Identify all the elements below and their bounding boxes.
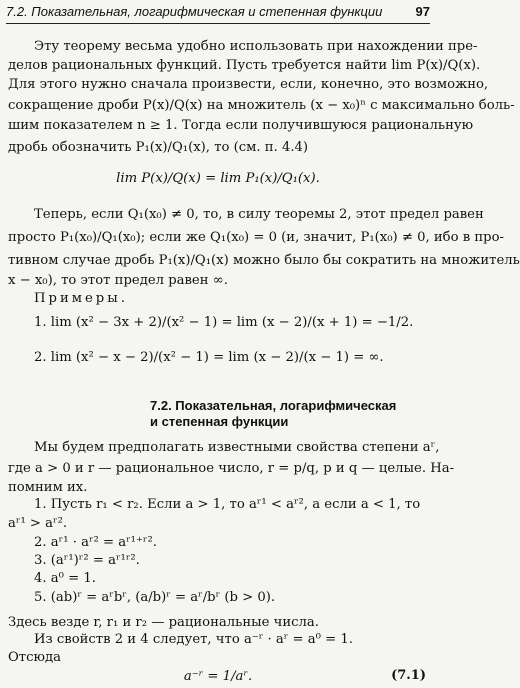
text-line: Теперь, если Q₁(x₀) ≠ 0, то, в силу теоремы 2, этот предел равен xyxy=(34,207,484,222)
header-rule xyxy=(6,23,430,24)
text-line: сокращение дроби P(x)/Q(x) на множитель (x − x₀)ⁿ с максимально боль- xyxy=(8,98,515,113)
property-2: 2. aʳ¹ · aʳ² = aʳ¹⁺ʳ². xyxy=(34,535,157,550)
text-line: x − x₀), то этот предел равен ∞. xyxy=(8,273,228,288)
equation-number: (7.1) xyxy=(391,668,426,683)
text-line: шим показателем n ≥ 1. Тогда если получившуюся рациональную xyxy=(8,118,474,133)
text-line: помним их. xyxy=(8,480,88,495)
property-3: 3. (aʳ¹)ʳ² = aʳ¹ʳ². xyxy=(34,553,140,568)
example-1: 1. lim (x² − 3x + 2)/(x² − 1) = lim (x − 2)/(x + 1) = −1/2. xyxy=(34,315,414,330)
display-formula: a⁻ʳ = 1/aʳ. xyxy=(183,669,253,684)
page-header xyxy=(6,2,430,22)
example-2: 2. lim (x² − x − 2)/(x² − 1) = lim (x − 2)/(x − 1) = ∞. xyxy=(34,350,384,365)
text-line: тивном случае дробь P₁(x)/Q₁(x) можно было бы сократить на множитель xyxy=(8,253,520,268)
text-line: дробь обозначить P₁(x)/Q₁(x), то (см. п. 4.4) xyxy=(8,140,309,155)
section-title: и степенная функции xyxy=(150,414,289,429)
text-line: делов рациональных функций. Пусть требуется найти lim P(x)/Q(x). xyxy=(8,58,481,73)
text-line: Для этого нужно сначала произвести, если, конечно, это возможно, xyxy=(8,77,489,92)
text-line: Из свойств 2 и 4 следует, что a⁻ʳ · aʳ = a⁰ = 1. xyxy=(34,632,353,647)
text-line: Мы будем предполагать известными свойства степени aʳ, xyxy=(34,440,440,455)
text-line: просто P₁(x₀)/Q₁(x₀); если же Q₁(x₀) = 0 (и, значит, P₁(x₀) ≠ 0, ибо в про- xyxy=(8,230,504,245)
text-line: Эту теорему весьма удобно использовать при нахождении пре- xyxy=(34,39,478,54)
text-line: Здесь везде r, r₁ и r₂ — рациональные числа. xyxy=(8,615,319,630)
section-title: 7.2. Показательная, логарифмическая xyxy=(150,398,397,413)
display-formula: lim P(x)/Q(x) = lim P₁(x)/Q₁(x). xyxy=(116,171,320,186)
text-line: Отсюда xyxy=(8,650,61,665)
examples-heading: Примеры. xyxy=(34,291,128,306)
property-4: 4. a⁰ = 1. xyxy=(34,571,96,586)
property-1-cont: aʳ¹ > aʳ². xyxy=(8,516,68,531)
property-1: 1. Пусть r₁ < r₂. Если a > 1, то aʳ¹ < aʳ², а если a < 1, то xyxy=(34,497,421,512)
property-5: 5. (ab)ʳ = aʳbʳ, (a/b)ʳ = aʳ/bʳ (b > 0). xyxy=(34,590,276,605)
page-number: 97 xyxy=(415,4,430,19)
running-title: 7.2. Показательная, логарифмическая и степенная функции xyxy=(6,4,383,19)
text-line: где a > 0 и r — рациональное число, r = p/q, p и q — целые. На- xyxy=(8,461,455,476)
